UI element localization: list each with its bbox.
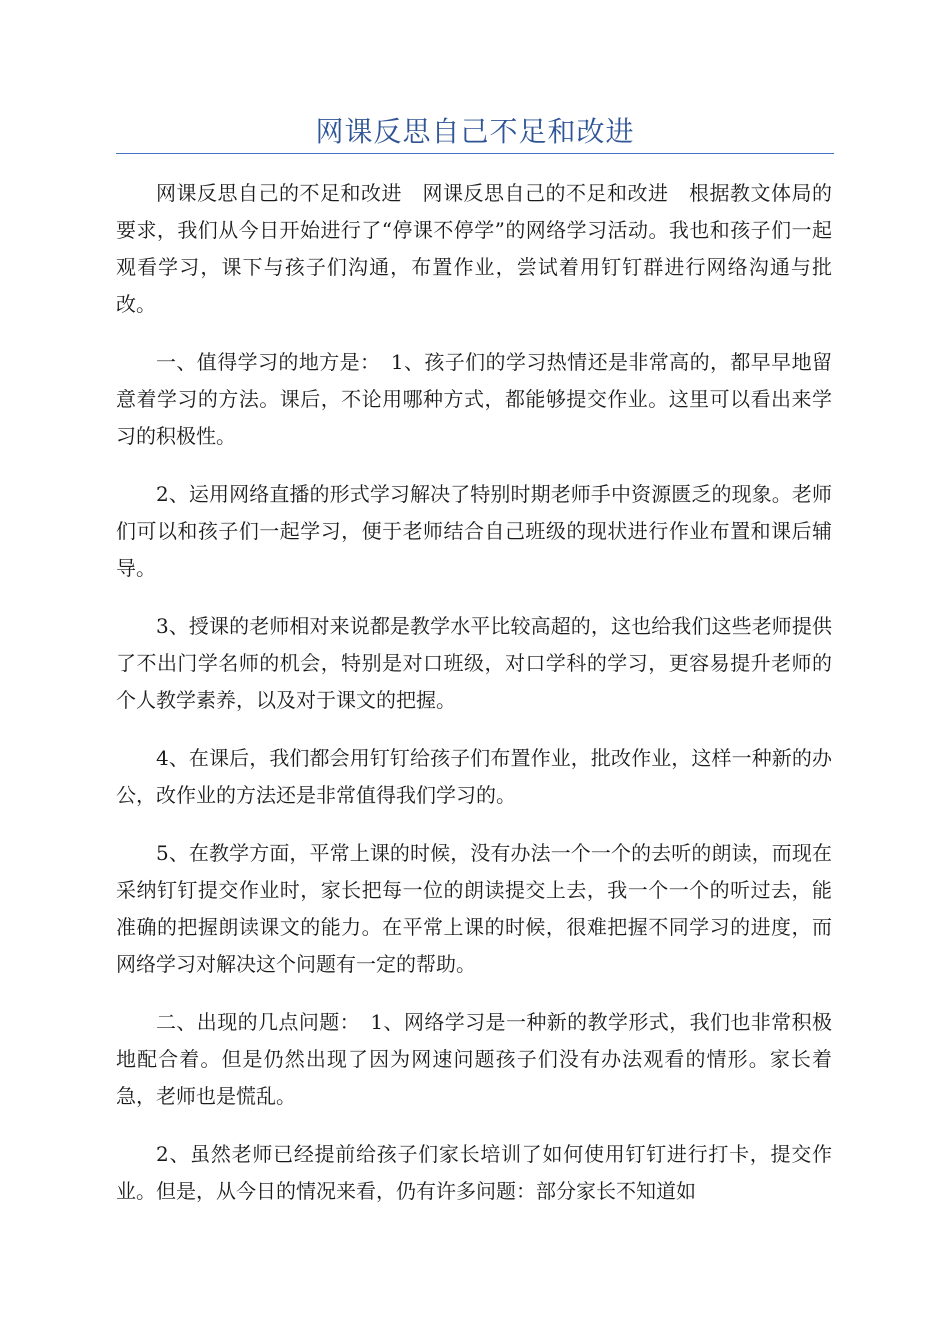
- paragraph-section-two: 二、出现的几点问题： 1、网络学习是一种新的教学形式，我们也非常积极地配合着。但是仍然出现了因为网速问题孩子们没有办法观看的情形。家长着急，老师也是慌乱。: [116, 1010, 832, 1108]
- paragraph-point-4: 4、在课后，我们都会用钉钉给孩子们布置作业，批改作业，这样一种新的办公，改作业的方法还是非常值得我们学习的。: [116, 746, 832, 807]
- document-title: 网课反思自己不足和改进: [315, 115, 635, 148]
- title-underline: [116, 153, 834, 154]
- document-body: [116, 175, 832, 1231]
- paragraph-intro: 网课反思自己的不足和改进 网课反思自己的不足和改进 根据教文体局的要求，我们从今日开始进行了“停课不停学”的网络学习活动。我也和孩子们一起观看学习，课下与孩子们沟通，布置作业，尝试着用钉钉群进行网络沟通与批改。: [116, 181, 832, 316]
- paragraph-point-3: 3、授课的老师相对来说都是教学水平比较高超的，这也给我们这些老师提供了不出门学名师的机会，特别是对口班级，对口学科的学习，更容易提升老师的个人教学素养，以及对于课文的把握。: [116, 614, 832, 712]
- paragraph-section-one: 一、值得学习的地方是： 1、孩子们的学习热情还是非常高的，都早早地留意着学习的方法。课后，不论用哪种方式，都能够提交作业。这里可以看出来学习的积极性。: [116, 350, 832, 448]
- paragraph-point-2: 2、运用网络直播的形式学习解决了特别时期老师手中资源匮乏的现象。老师们可以和孩子们一起学习，便于老师结合自己班级的现状进行作业布置和课后辅导。: [116, 482, 832, 580]
- paragraph-problem-2: 2、虽然老师已经提前给孩子们家长培训了如何使用钉钉进行打卡，提交作业。但是，从今日的情况来看，仍有许多问题：部分家长不知道如: [116, 1142, 832, 1203]
- paragraph-point-5: 5、在教学方面，平常上课的时候，没有办法一个一个的去听的朗读，而现在采纳钉钉提交作业时，家长把每一位的朗读提交上去，我一个一个的听过去，能准确的把握朗读课文的能力。在平常上课的时候，很难把握不同学习的进度，而网络学习对解决这个问题有一定的帮助。: [116, 841, 832, 976]
